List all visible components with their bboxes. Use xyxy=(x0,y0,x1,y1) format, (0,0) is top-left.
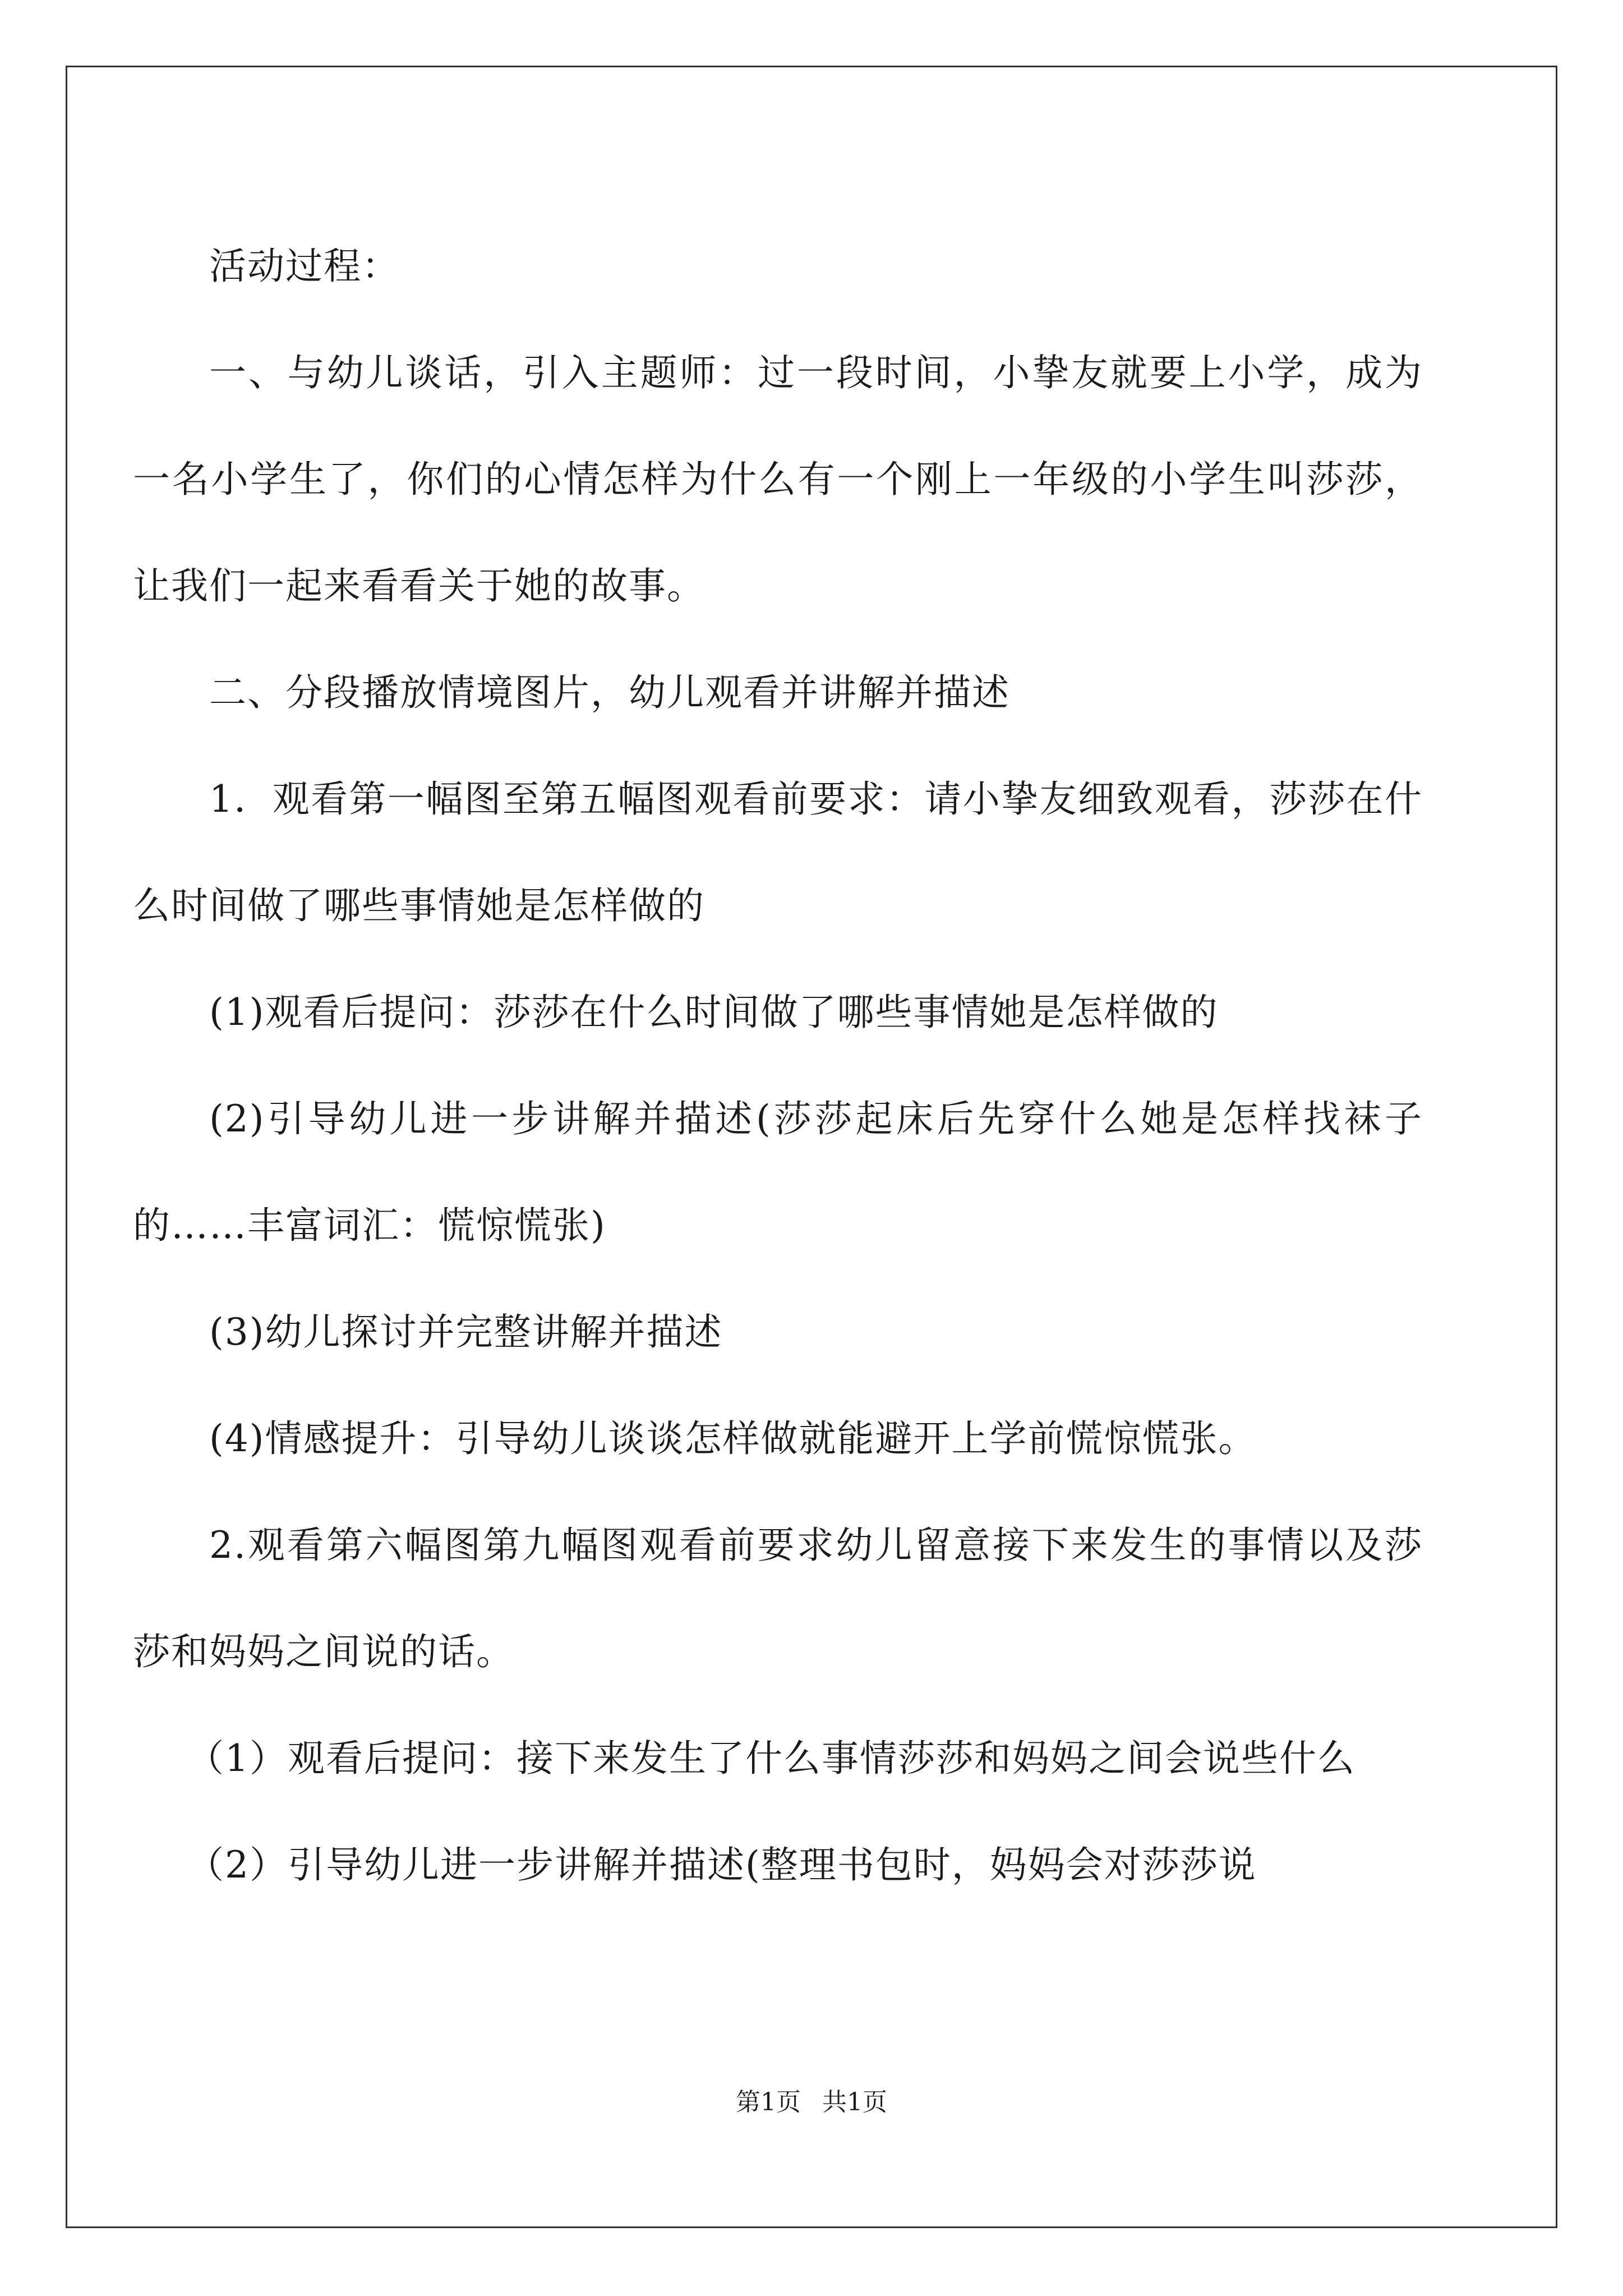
paragraph-subitem-1-2: (2)引导幼儿进一步讲解并描述(莎莎起床后先穿什么她是怎样找袜子的……丰富词汇：慌惊慌张) xyxy=(133,1097,1423,1247)
page-footer xyxy=(0,2086,1623,2119)
page-number-current: 第1页 xyxy=(736,2088,801,2116)
paragraph-step-one: 一、与幼儿谈话，引入主题师：过一段时间，小挚友就要上小学，成为一名小学生了，你们的心情怎样为什么有一个刚上一年级的小学生叫莎莎，让我们一起来看看关于她的故事。 xyxy=(133,351,1423,608)
paragraph-subitem-2-1: （1）观看后提问：接下来发生了什么事情莎莎和妈妈之间会说些什么 xyxy=(187,1737,1355,1780)
paragraph-step-two: 二、分段播放情境图片，幼儿观看并讲解并描述 xyxy=(209,671,1010,714)
paragraph-subitem-1-1: (1)观看后提问：莎莎在什么时间做了哪些事情她是怎样做的 xyxy=(209,991,1219,1034)
page-number-total: 共1页 xyxy=(822,2088,887,2116)
paragraph-subitem-1-3: (3)幼儿探讨并完整讲解并描述 xyxy=(209,1310,723,1354)
paragraph-subitem-1-4: (4)情感提升：引导幼儿谈谈怎样做就能避开上学前慌惊慌张。 xyxy=(209,1417,1257,1460)
paragraph-item-1: 1．观看第一幅图至第五幅图观看前要求：请小挚友细致观看，莎莎在什么时间做了哪些事情她是怎样做的 xyxy=(133,777,1423,927)
paragraph-item-2: 2.观看第六幅图第九幅图观看前要求幼儿留意接下来发生的事情以及莎莎和妈妈之间说的话。 xyxy=(133,1524,1423,1673)
paragraph-subitem-2-2: （2）引导幼儿进一步讲解并描述(整理书包时，妈妈会对莎莎说 xyxy=(187,1843,1257,1887)
document-body xyxy=(133,213,1423,1918)
paragraph-activity-process: 活动过程： xyxy=(209,245,400,288)
